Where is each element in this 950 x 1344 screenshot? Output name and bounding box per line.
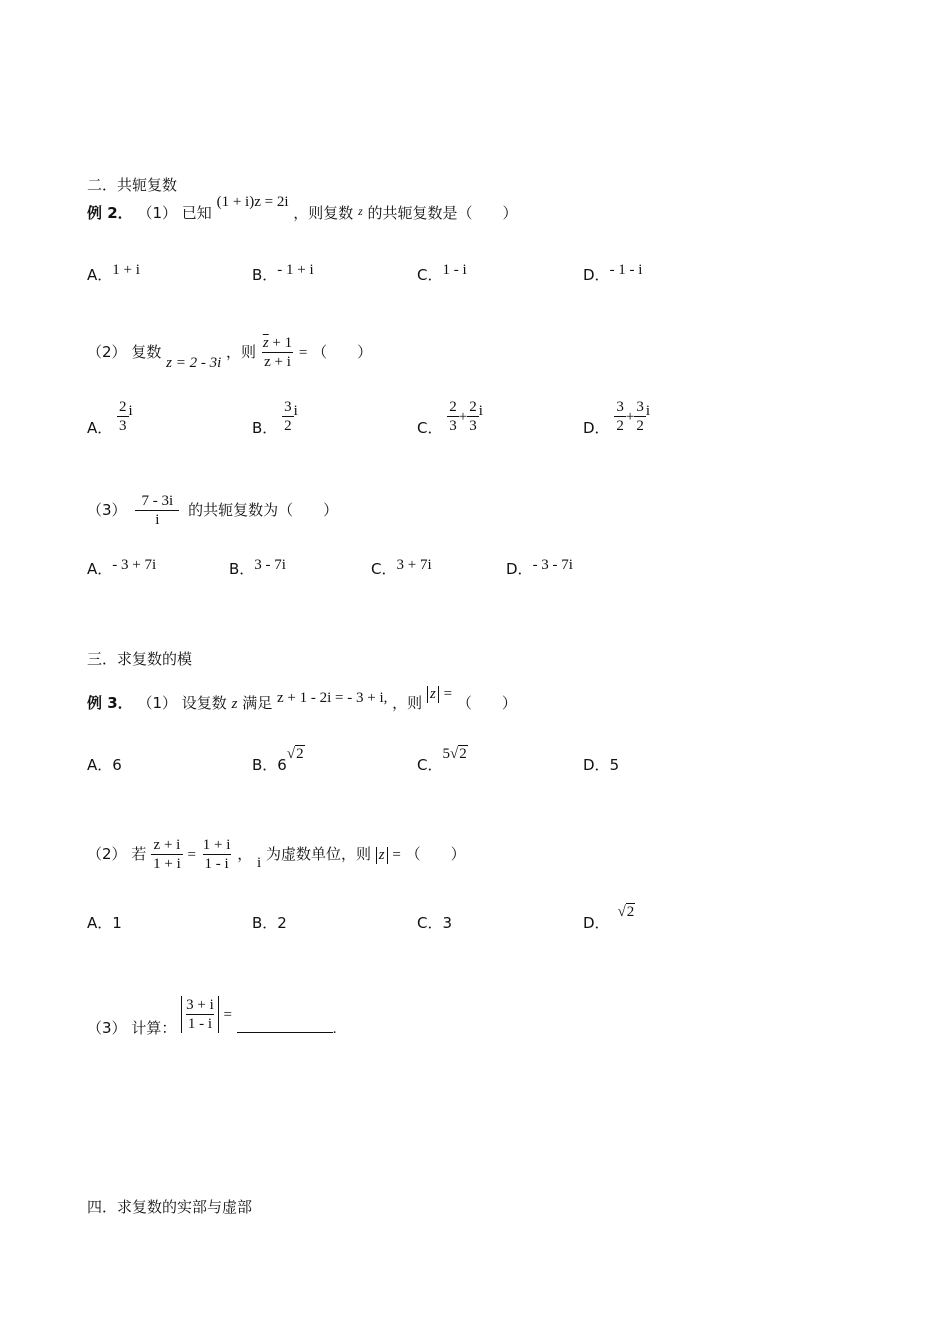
- option-c[interactable]: C．3: [417, 914, 453, 932]
- option-b[interactable]: B． $\frac{3}{2}$ i: [252, 399, 298, 437]
- example-label: 例 2．: [87, 204, 133, 222]
- example-2-q2: （2） 复数 z = 2 - 3i ，则 $\frac{\overline{z} + 1}{z + i}$ = （ ）: [87, 335, 373, 371]
- option-c[interactable]: C．5√2: [417, 746, 467, 774]
- option-a[interactable]: A．1 + i: [87, 262, 140, 284]
- question-number: （3）: [87, 1019, 127, 1037]
- fraction: $\frac{\overline{z} + 1}{z + i}$: [262, 335, 293, 370]
- option-b[interactable]: B．6√2: [252, 746, 304, 774]
- variable-z: z: [231, 696, 238, 712]
- sqrt: √2: [617, 904, 635, 920]
- example-2-q3: （3） $\frac{7 - 3i}{i}$ 的共轭复数为（ ）: [87, 493, 339, 528]
- section-4-title: 四．求复数的实部与虚部: [87, 1198, 253, 1216]
- question-number: （1）: [137, 694, 177, 712]
- option-c[interactable]: C． $\frac{2}{3}$ + $\frac{2}{3}$ i: [417, 399, 483, 437]
- question-text-post: 的共轭复数是（ ）: [367, 204, 518, 222]
- example-label: 例 3．: [87, 694, 133, 712]
- option-d[interactable]: D．5: [583, 756, 620, 774]
- option-a[interactable]: A．6: [87, 756, 122, 774]
- question-text-mid: ，则复数: [293, 204, 354, 222]
- question-text-pre: 已知: [181, 204, 212, 222]
- sqrt: √2: [286, 746, 304, 762]
- sqrt: 5√2: [442, 746, 467, 762]
- option-d[interactable]: D．- 3 - 7i: [506, 557, 573, 578]
- question-number: （1）: [137, 204, 177, 222]
- fraction: $\frac{7 - 3i}{i}$: [135, 492, 179, 529]
- modulus-fraction: $\frac{3 + i}{1 - i}$: [181, 996, 219, 1033]
- example-3-q1: 例 3． （1） 设复数 z 满足 z + 1 - 2i = - 3 + i, ，则 z = （ ）: [87, 686, 517, 712]
- formula: (1 + i)z = 2i: [216, 194, 289, 210]
- answer-blank[interactable]: [237, 1018, 333, 1033]
- question-number: （3）: [87, 501, 127, 519]
- fraction-1: $\frac{z + i}{1 + i}$: [153, 837, 181, 872]
- question-number: （2）: [87, 845, 127, 863]
- option-b[interactable]: B．3 - 7i: [229, 557, 286, 578]
- option-c[interactable]: C．1 - i: [417, 262, 467, 284]
- fraction-2: $\frac{1 + i}{1 - i}$: [202, 837, 231, 872]
- option-a[interactable]: A．1: [87, 914, 122, 932]
- option-fraction: $\frac{2}{3}$: [119, 399, 127, 434]
- section-2-title: 二．共轭复数: [87, 176, 178, 194]
- modulus-z: z: [427, 686, 439, 703]
- option-d[interactable]: D．- 1 - i: [583, 262, 643, 284]
- example-2-q1: [87, 194, 518, 223]
- question-number: （2）: [87, 343, 127, 361]
- option-d[interactable]: D． $\frac{3}{2}$ + $\frac{3}{2}$ i: [583, 399, 650, 437]
- option-b[interactable]: B．2: [252, 914, 287, 932]
- formula: z = 2 - 3i: [166, 355, 222, 371]
- option-d[interactable]: D．√2: [583, 904, 635, 932]
- option-fraction: $\frac{3}{2}$: [284, 399, 292, 434]
- variable-z: z: [358, 204, 363, 218]
- example-3-q2: （2） 若 $\frac{z + i}{1 + i}$ = $\frac{1 + i}{1 - i}$ ， i 为虚数单位，则 z = （ ）: [87, 837, 466, 872]
- formula: z + 1 - 2i = - 3 + i,: [277, 690, 388, 706]
- option-a[interactable]: A．- 3 + 7i: [87, 557, 157, 578]
- example-3-q3: （3） 计算： $\frac{3 + i}{1 - i}$ = .: [87, 997, 337, 1037]
- question-text-pre: 复数: [131, 343, 162, 361]
- section-3-title: 三．求复数的模: [87, 650, 193, 668]
- question-text-pre: 计算：: [131, 1019, 177, 1037]
- modulus-z: z: [376, 847, 388, 864]
- option-a[interactable]: A． $\frac{2}{3}$ i: [87, 399, 133, 437]
- variable-i: i: [257, 855, 262, 871]
- option-c[interactable]: C．3 + 7i: [371, 557, 432, 578]
- question-text-mid: ，则: [226, 343, 257, 361]
- option-b[interactable]: B．- 1 + i: [252, 262, 314, 284]
